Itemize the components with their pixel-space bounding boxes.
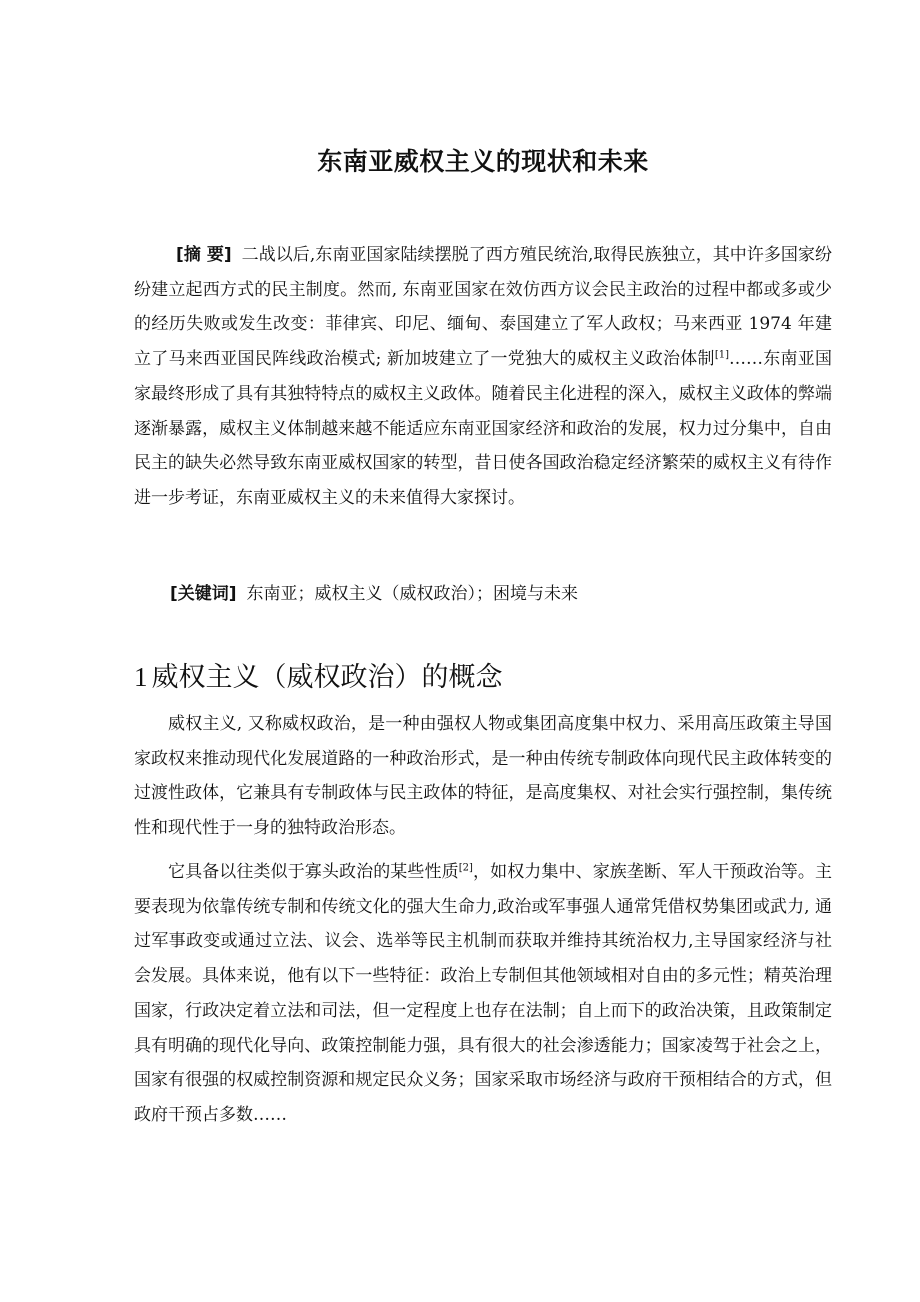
paragraph-2-part2: ，如权力集中、家族垄断、军人干预政治等。主要表现为依靠传统专制和传统文化的强大生命力,政治或军事强人通常凭借权势集团或武力, 通过军事政变或通过立法、议会、选举等民主机制而获取并维持其统治权力,主导国家经济与社会发展。具体来说，他有以下一些特征：政治上专制但其他领域相对自由的多元性；精英治理国家，行政决定着立法和司法，但一定程度上也存在法制；自上而下的政治决策，且政策制定具有明确的现代化导向、政策控制能力强，具有很大的社会渗透能力；国家凌驾于社会之上，国家有很强的权威控制资源和规定民众义务；国家采取市场经济与政府干预相结合的方式，但政府干预占多数…… [134, 862, 833, 1125]
abstract-label: [摘 要] [176, 245, 232, 265]
abstract [134, 238, 832, 516]
abstract-text-part2: ……东南亚国家最终形成了具有其独特特点的威权主义政体。随着民主化进程的深入，威权主义政体的弊端逐渐暴露，威权主义体制越来越不能适应东南亚国家经济和政治的发展，权力过分集中，自由民主的缺失必然导致东南亚威权国家的转型，昔日使各国政治稳定经济繁荣的威权主义有待作进一步考证，东南亚威权主义的未来值得大家探讨。 [134, 349, 833, 508]
paragraph-2-part1: 它具备以往类似于寡头政治的某些性质 [168, 862, 459, 882]
section-paragraph-2 [134, 855, 832, 1133]
section-heading-text: 威权主义（威权政治）的概念 [151, 662, 503, 693]
keywords-label: [关键词] [170, 584, 237, 604]
document-title: 东南亚威权主义的现状和未来 [317, 147, 649, 176]
citation-ref-2: [2] [458, 862, 473, 874]
citation-ref-1: [1] [714, 349, 729, 361]
abstract-text-part1: 二战以后,东南亚国家陆续摆脱了西方殖民统治,取得民族独立，其中许多国家纷纷建立起西方式的民主制度。然而, 东南亚国家在效仿西方议会民主政治的过程中都或多或少的经历失败或发生改变：菲律宾、印尼、缅甸、泰国建立了军人政权；马来西亚 1974 年建立了马来西亚国民阵线政治模式; 新加坡建立了一党独大的威权主义政治体制 [134, 245, 832, 370]
section-paragraph-1: 威权主义, 又称威权政治，是一种由强权人物或集团高度集中权力、采用高压政策主导国家政权来推动现代化发展道路的一种政治形式，是一种由传统专制政体向现代民主政体转变的过渡性政体，它兼具有专制政体与民主政体的特征，是高度集权、对社会实行强控制，集传统性和现代性于一身的独特政治形态。 [134, 714, 832, 839]
section-heading [134, 655, 503, 700]
keywords [134, 577, 868, 612]
section-number: 1 [134, 662, 148, 692]
keywords-text: 东南亚；威权主义（威权政治）；困境与未来 [246, 584, 579, 604]
